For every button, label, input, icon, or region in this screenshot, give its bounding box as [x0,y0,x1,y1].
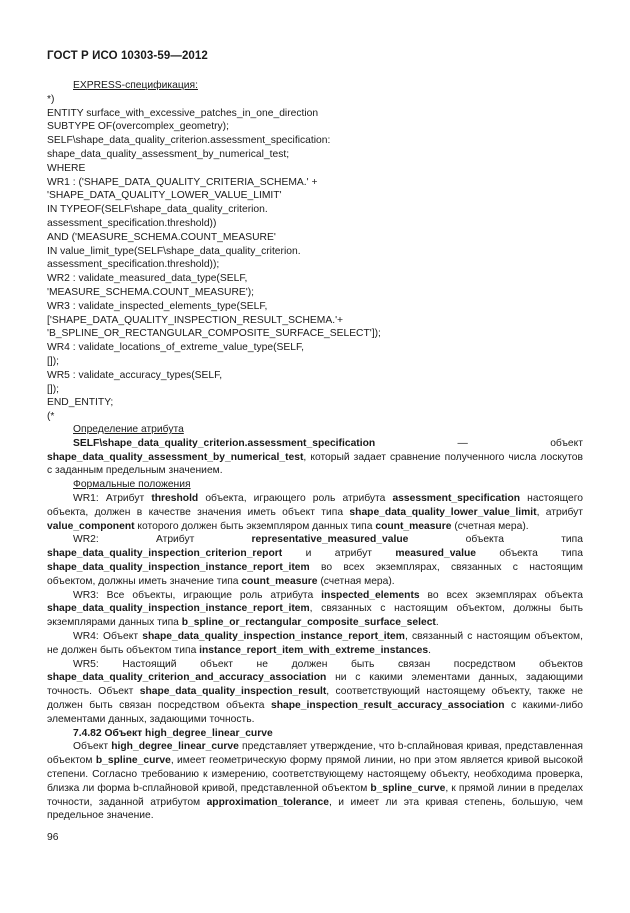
code-line: WR1 : ('SHAPE_DATA_QUALITY_CRITERIA_SCHEMA.' + [47,176,318,188]
text-run: . [435,617,439,629]
term: instance_report_item_with_extreme_instances [199,644,429,656]
term: representative_measured_value [251,534,409,546]
attribute-definition-paragraph [47,437,583,478]
code-line: []); [47,355,60,367]
text-run: настоящего объекта, должен в качестве значения иметь объект типа [47,492,583,518]
term: shape_data_quality_assessment_by_numerical_test [47,451,304,463]
text-run: (счетная мера). [451,520,529,532]
code-line: (* [47,411,55,423]
section-paragraph [47,740,583,823]
term: shape_data_quality_inspection_instance_report_item [47,561,310,573]
text-run: во всех экземплярах объекта [419,589,583,601]
formal-propositions-heading: Формальные положения [73,479,191,491]
code-line: AND ('MEASURE_SCHEMA.COUNT_MEASURE' [47,231,276,243]
code-line: IN TYPEOF(SELF\shape_data_quality_criterion. [47,204,268,216]
term: measured_value [395,548,477,560]
express-label: EXPRESS-спецификация: [73,80,198,91]
text-run: WR2: Атрибут [73,534,252,546]
page-number: 96 [47,832,59,843]
text-run: WR5: Настоящий объект не должен быть связан посредством объектов [73,658,583,670]
text-run: которого должен быть экземпляром данных типа [134,520,376,532]
text-run: (счетная мера). [317,575,395,587]
text-run: , атрибут [536,506,583,518]
term: assessment_specification [392,492,521,504]
code-line: assessment_specification.threshold)) [47,217,217,229]
rule-wr5-paragraph [47,658,583,727]
code-line: WR5 : validate_accuracy_types(SELF, [47,369,223,381]
text-run: объекта типа [476,548,583,560]
code-line: ['SHAPE_DATA_QUALITY_INSPECTION_RESULT_SCHEMA.'+ [47,314,344,326]
section-heading [47,727,583,741]
section-title: Объект high_degree_linear_curve [104,727,273,739]
code-line: 'B_SPLINE_OR_RECTANGULAR_COMPOSITE_SURFACE_SELECT']); [47,328,381,340]
text-run: , связанных с настоящим объектом, должны быть экземплярами данных типа [47,603,583,629]
rule-wr1-paragraph [47,492,583,533]
code-line: WHERE [47,162,86,174]
code-line: 'MEASURE_SCHEMA.COUNT_MEASURE'); [47,286,255,298]
text-run: объекта, играющего роль атрибута [198,492,393,504]
text-run: , связанный с настоящим объектом, не должен быть объектом типа [47,630,583,656]
text-run: , имеет геометрическую форму прямой линии, но при этом является кривой высокой степени. Согласно требованию к измерению, соответствующему настоящему объекту, необходима проверка, близка ли форма b-сплайновой кривой, представленной объектом [47,755,583,794]
document-body [47,423,583,823]
term: value_component [47,520,135,532]
term: threshold [151,492,199,504]
code-line: WR4 : validate_locations_of_extreme_value_type(SELF, [47,342,304,354]
code-line: WR2 : validate_measured_data_type(SELF, [47,273,248,285]
code-line: shape_data_quality_assessment_by_numerical_test; [47,148,290,160]
term: shape_data_quality_lower_value_limit [349,506,537,518]
term: shape_inspection_result_accuracy_association [270,699,505,711]
text-run: , соответствующий настоящему объекту, также не должен быть связан посредством объекта [47,686,583,711]
term: shape_data_quality_inspection_instance_report_item [47,603,310,615]
text-run: . [428,644,431,656]
text-run: представляет утверждение, что b-сплайновая кривая, представленная объектом [47,741,583,767]
page-header-standard-id: ГОСТ Р ИСО 10303-59—2012 [47,50,208,62]
term: inspected_elements [321,589,420,601]
term: shape_data_quality_inspection_result [139,686,327,698]
term: b_spline_curve [370,782,446,794]
term: b_spline_or_rectangular_composite_surface_select [181,617,436,629]
code-line: 'SHAPE_DATA_QUALITY_LOWER_VALUE_LIMIT' [47,190,282,202]
code-line: SELF\shape_data_quality_criterion.assessment_specification: [47,135,331,147]
rule-wr3-paragraph [47,589,583,630]
text-run: с какими-либо элементами данных, задающими точность. [47,699,583,725]
text-run: WR1: Атрибут [73,492,152,504]
term: shape_data_quality_inspection_instance_report_item [142,630,405,642]
text-run: во всех экземплярах, связанных с настоящим объектом, должны иметь значение типа [47,561,583,587]
term: SELF\shape_data_quality_criterion.assessment_specification [73,437,376,449]
term: high_degree_linear_curve [111,741,239,753]
text-run: объекта типа [408,534,583,546]
term: approximation_tolerance [206,796,330,808]
code-line: *) [47,93,55,105]
text-run: — объект [375,437,583,449]
term: count_measure [375,520,452,532]
code-line: WR3 : validate_inspected_elements_type(SELF, [47,300,268,312]
code-line: END_ENTITY; [47,397,114,409]
term: count_measure [241,575,318,587]
text-run: , к прямой линии в пределах точности, заданной атрибутом [47,782,583,808]
code-line: IN value_limit_type(SELF\shape_data_quality_criterion. [47,245,301,257]
attribute-definition-heading: Определение атрибута [73,424,184,435]
code-line: []); [47,383,60,395]
term: shape_data_quality_inspection_criterion_report [47,548,283,560]
express-specification-block [47,79,597,424]
code-line: ENTITY surface_with_excessive_patches_in_one_direction [47,107,319,119]
term: b_spline_curve [95,755,171,767]
text-run: ни с какими элементами данных, задающими точность. Объект [47,672,583,698]
text-run: , который задает сравнение полученного числа лоскутов с заданным предельным значением. [47,451,583,477]
text-run: , и имеет ли эта кривая степень, большую, чем предельное значение. [47,796,583,822]
term: shape_data_quality_criterion_and_accuracy_association [47,672,327,684]
code-line: SUBTYPE OF(overcomplex_geometry); [47,121,229,133]
text-run: Объект [73,741,112,753]
rule-wr4-paragraph [47,630,583,658]
section-number: 7.4.82 [73,727,102,739]
text-run: WR3: Все объекты, играющие роль атрибута [73,589,322,601]
text-run: WR4: Объект [73,630,143,642]
code-line: assessment_specification.threshold)); [47,259,220,271]
text-run: и атрибут [282,548,396,560]
rule-wr2-paragraph [47,533,583,588]
